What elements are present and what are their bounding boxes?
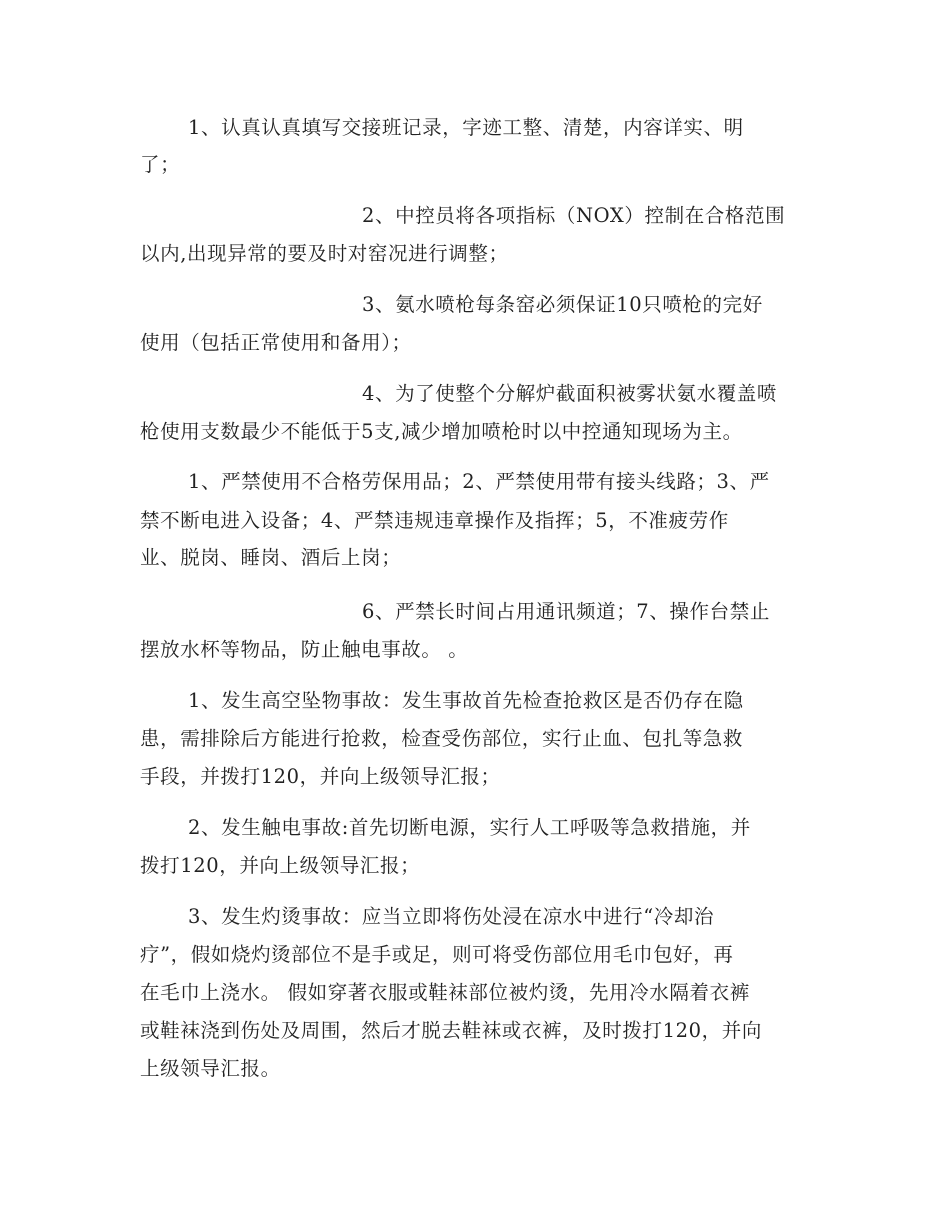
text-line: 上级领导汇报。: [140, 1057, 281, 1080]
text-line: 患，需排除后方能进行抢救，检查受伤部位，实行止血、包扎等急救: [140, 727, 744, 750]
text-line: 禁不断电进入设备；4、严禁违规违章操作及指挥；5，不准疲劳作: [140, 509, 729, 532]
text-line: 手段，并拨打120，并向上级领导汇报；: [140, 765, 501, 788]
text-line: 以内,出现异常的要及时对窑况进行调整；: [140, 242, 509, 265]
text-line: 1、严禁使用不合格劳保用品；2、严禁使用带有接头线路；3、严: [188, 470, 770, 493]
text-line: 业、脱岗、睡岗、酒后上岗；: [140, 546, 402, 569]
text-line: 或鞋袜浇到伤处及周围，然后才脱去鞋袜或衣裤，及时拨打120，并向: [140, 1019, 762, 1042]
text-line: 在毛巾上浇水。 假如穿著衣服或鞋袜部位被灼烫，先用冷水隔着衣裤: [140, 981, 750, 1004]
text-line: 4、为了使整个分解炉截面积被雾状氨水覆盖喷: [362, 382, 778, 405]
text-line: 了；: [140, 153, 181, 176]
text-line: 2、中控员将各项指标（NOX）控制在合格范围: [362, 204, 786, 227]
text-line: 拨打120，并向上级领导汇报；: [140, 854, 421, 877]
text-line: 1、发生高空坠物事故：发生事故首先检查抢救区是否仍存在隐: [188, 689, 744, 712]
text-line: 使用（包括正常使用和备用）；: [140, 331, 412, 354]
text-line: 6、严禁长时间占用通讯频道；7、操作台禁止: [362, 600, 770, 623]
text-line: 枪使用支数最少不能低于5支,减少增加喷枪时以中控通知现场为主。: [140, 420, 743, 443]
text-line: 3、氨水喷枪每条窑必须保证10只喷枪的完好: [362, 293, 763, 316]
text-line: 疗”，假如烧灼烫部位不是手或足，则可将受伤部位用毛巾包好，再: [140, 943, 734, 966]
text-line: 2、发生触电事故:首先切断电源，实行人工呼吸等急救措施，并: [188, 816, 751, 839]
text-line: 摆放水杯等物品，防止触电事故。 。: [140, 638, 469, 661]
text-line: 1、认真认真填写交接班记录，字迹工整、清楚，内容详实、明: [188, 116, 744, 139]
text-line: 3、发生灼烫事故：应当立即将伤处浸在凉水中进行“冷却治: [188, 905, 715, 928]
